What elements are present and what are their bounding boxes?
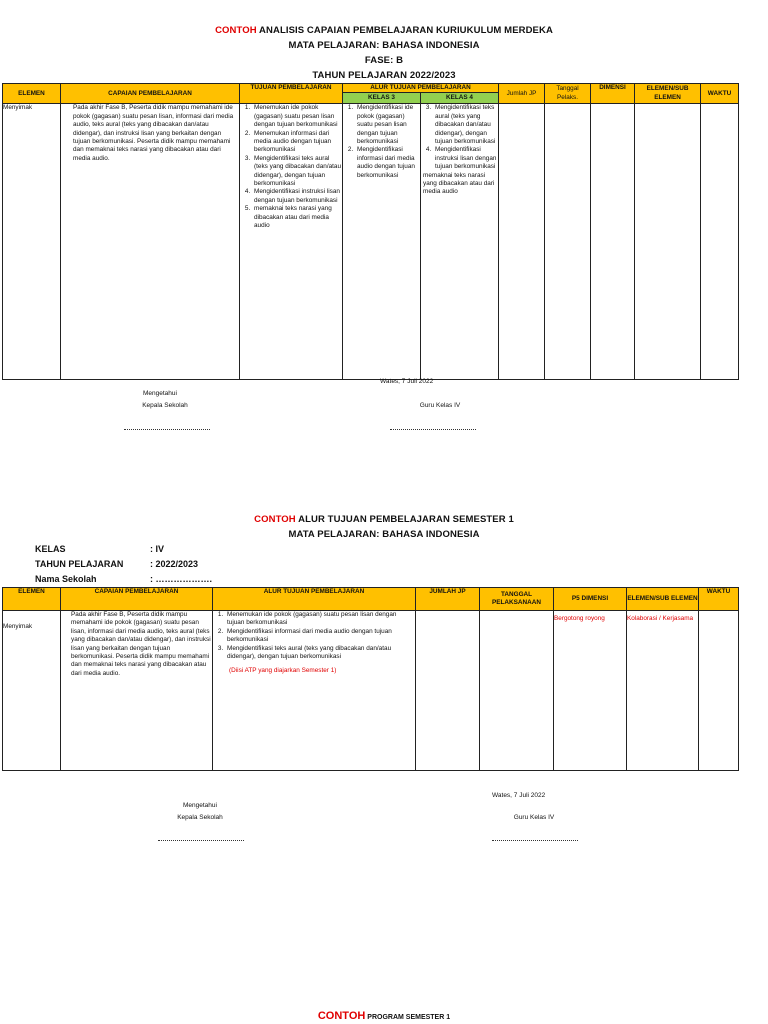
doc2-header-capaian: CAPAIAN PEMBELAJARAN [61, 588, 213, 611]
list-item: 2. Mengidentifikasi informasi dari media audio dengan tujuan berkomunikasi [355, 146, 420, 180]
doc1-cell-tujuan [240, 104, 343, 380]
doc1-kelas4-tail: memaknai teks narasi yang dibacakan atau dari media audio [423, 171, 495, 196]
list-item: 1. Menemukan ide pokok (gagasan) suatu pesan lisan dengan tujuan berkomunikasi [225, 611, 415, 628]
doc1-sign-right-1: Guru Kelas IV [419, 402, 461, 409]
doc1-sign-left-line [124, 429, 210, 430]
list-item: 3. Mengidentifikasi teks aural (teks yang dibacakan dan/atau didengar), dengan tujuan berkomunikasi [252, 155, 342, 189]
list-item: 2. Menemukan informasi dari media audio dengan tujuan berkomunikasi [252, 130, 342, 155]
doc1-cell-waktu [701, 104, 739, 380]
doc1-cell-elemen-sub [635, 104, 701, 380]
doc2-header-p5: P5 DIMENSI [554, 588, 627, 611]
doc2-cell-alur [213, 611, 416, 771]
doc1-header-alur: ALUR TUJUAN PEMBELAJARAN [343, 84, 499, 93]
doc2-sign-left-1: Mengetahui [183, 802, 217, 809]
doc2-title-text: ALUR TUJUAN PEMBELAJARAN SEMESTER 1 [295, 514, 514, 525]
doc2-table [2, 587, 739, 771]
list-item: 4. Mengidentifikasi instruksi lisan dengan tujuan berkomunikasi [252, 188, 342, 205]
doc2-info-label: Nama Sekolah [35, 574, 97, 584]
doc2-sign-right-1: Guru Kelas IV [513, 814, 555, 821]
doc2-cell-capaian: Pada akhir Fase B, Peserta didik mampu memahami ide pokok (gagasan) suatu pesan lisan, informasi dari media audio, teks aural (teks yang dibacakan dan/atau didengar), dan instruksi lisan yang berkaitan dengan tujuan berkomunikasi. Peserta didik mampu memahami dan memaknai teks narasi yang dibacakan atau dari media audio. [61, 611, 213, 771]
doc1-header-elemen-sub: ELEMEN/SUB ELEMEN [635, 84, 701, 104]
doc2-cell-elemen-sub: Kolaborasi / Kerjasama [627, 611, 699, 771]
doc1-header-dimensi: DIMENSI [591, 84, 635, 104]
doc1-tujuan-list [240, 104, 342, 230]
doc1-header-tanggal: Tanggal Pelaks. [545, 84, 591, 104]
doc1-header-tujuan: TUJUAN PEMBELAJARAN [240, 84, 343, 104]
doc2-info-value: : 2022/2023 [150, 559, 199, 569]
doc1-subject: MATA PELAJARAN: BAHASA INDONESIA [288, 40, 480, 51]
list-item: 1. Mengidentifikasi ide pokok (gagasan) suatu pesan lisan dengan tujuan berkomunikasi [355, 104, 420, 146]
doc1-title [0, 25, 768, 36]
doc2-alur-list [213, 611, 415, 661]
doc2-sign-left-2: Kepala Sekolah [177, 814, 223, 821]
doc2-header-elemen: ELEMEN [3, 588, 61, 611]
doc1-title-text: ANALISIS CAPAIAN PEMBELAJARAN KURIUKULUM MERDEKA [256, 25, 553, 36]
doc1-cell-capaian: Pada akhir Fase B, Peserta didik mampu memahami ide pokok (gagasan) suatu pesan lisan, informasi dari media audio, teks aural (teks yang dibacakan dan/atau didengar), dan instruksi lisan yang berkaitan dengan tujuan berkomunikasi. Peserta didik mampu memahami dan memaknai teks narasi yang dibacakan atau dari media audio. [61, 104, 240, 380]
doc1-header-capaian: CAPAIAN PEMBELAJARAN [61, 84, 240, 104]
doc2-info-value: : ………………. [150, 574, 212, 584]
doc2-sign-right-line [492, 840, 578, 841]
doc1-kelas4-list [421, 104, 498, 171]
doc2-place-date: Wates, 7 Juli 2022 [492, 792, 546, 799]
doc2-header-alur: ALUR TUJUAN PEMBELAJARAN [213, 588, 416, 611]
doc3-title [0, 1006, 768, 1024]
doc2-title [0, 514, 768, 525]
doc1-sign-left-2: Kepala Sekolah [142, 402, 188, 409]
doc2-info-value: : IV [150, 544, 165, 554]
doc1-header-jumlah: Jumlah JP [499, 84, 545, 104]
doc2-cell-waktu [699, 611, 739, 771]
doc2-subject: MATA PELAJARAN: BAHASA INDONESIA [288, 529, 480, 540]
doc1-title-prefix: CONTOH [215, 25, 257, 36]
doc2-header-tanggal: TANGGAL PELAKSANAAN [480, 588, 554, 611]
doc1-cell-tanggal [545, 104, 591, 380]
doc1-cell-kelas4 [421, 104, 499, 380]
list-item: 4. Mengidentifikasi instruksi lisan dengan tujuan berkomunikasi [433, 146, 498, 171]
doc1-phase: FASE: B [364, 55, 404, 66]
list-item: 5. memaknai teks narasi yang dibacakan atau dari media audio [252, 205, 342, 230]
doc2-sign-left-line [158, 840, 244, 841]
doc1-cell-dimensi [591, 104, 635, 380]
doc2-cell-elemen: Menyimak [3, 611, 61, 771]
doc2-cell-jumlah [416, 611, 480, 771]
doc3-title-prefix: CONTOH [317, 1010, 366, 1022]
list-item: 1. Menemukan ide pokok (gagasan) suatu pesan lisan dengan tujuan berkomunikasi [252, 104, 342, 129]
doc1-sign-right-line [390, 429, 476, 430]
doc2-title-prefix: CONTOH [254, 514, 296, 525]
doc1-sign-left-1: Mengetahui [143, 390, 177, 397]
doc1-place-date: Wates, 7 Juli 2022 [380, 378, 434, 385]
list-item: 2. Mengidentifikasi informasi dari media audio dengan tujuan berkomunikasi [225, 628, 415, 645]
doc1-kelas3-list [343, 104, 420, 180]
doc2-header-jumlah: JUMLAH JP [416, 588, 480, 611]
doc2-header-waktu: WAKTU [699, 588, 739, 611]
doc1-cell-kelas3 [343, 104, 421, 380]
doc2-info-label: TAHUN PELAJARAN [35, 559, 124, 569]
doc1-year: TAHUN PELAJARAN 2022/2023 [312, 70, 456, 81]
doc1-header-waktu: WAKTU [701, 84, 739, 104]
doc2-cell-p5: Bergotong royong [554, 611, 627, 771]
doc1-header-kelas3: KELAS 3 [343, 93, 421, 104]
doc1-cell-elemen: Menyimak [3, 104, 61, 380]
doc3-title-text: PROGRAM SEMESTER 1 [365, 1014, 451, 1021]
doc1-header-elemen: ELEMEN [3, 84, 61, 104]
list-item: 3. Mengidentifikasi teks aural (teks yang dibacakan dan/atau didengar), dengan tujuan berkomunikasi [433, 104, 498, 146]
doc1-cell-jumlah [499, 104, 545, 380]
doc1-table [2, 83, 739, 380]
doc1-header-kelas4: KELAS 4 [421, 93, 499, 104]
list-item: 3. Mengidentifikasi teks aural (teks yang dibacakan dan/atau didengar), dengan tujuan berkomunikasi [225, 645, 415, 662]
doc2-alur-note: (Diisi ATP yang diajarkan Semester 1) [229, 667, 337, 675]
doc2-info-label: KELAS [35, 544, 66, 554]
doc2-cell-tanggal [480, 611, 554, 771]
doc2-header-elemen-sub: ELEMEN/SUB ELEMEN [627, 588, 699, 611]
